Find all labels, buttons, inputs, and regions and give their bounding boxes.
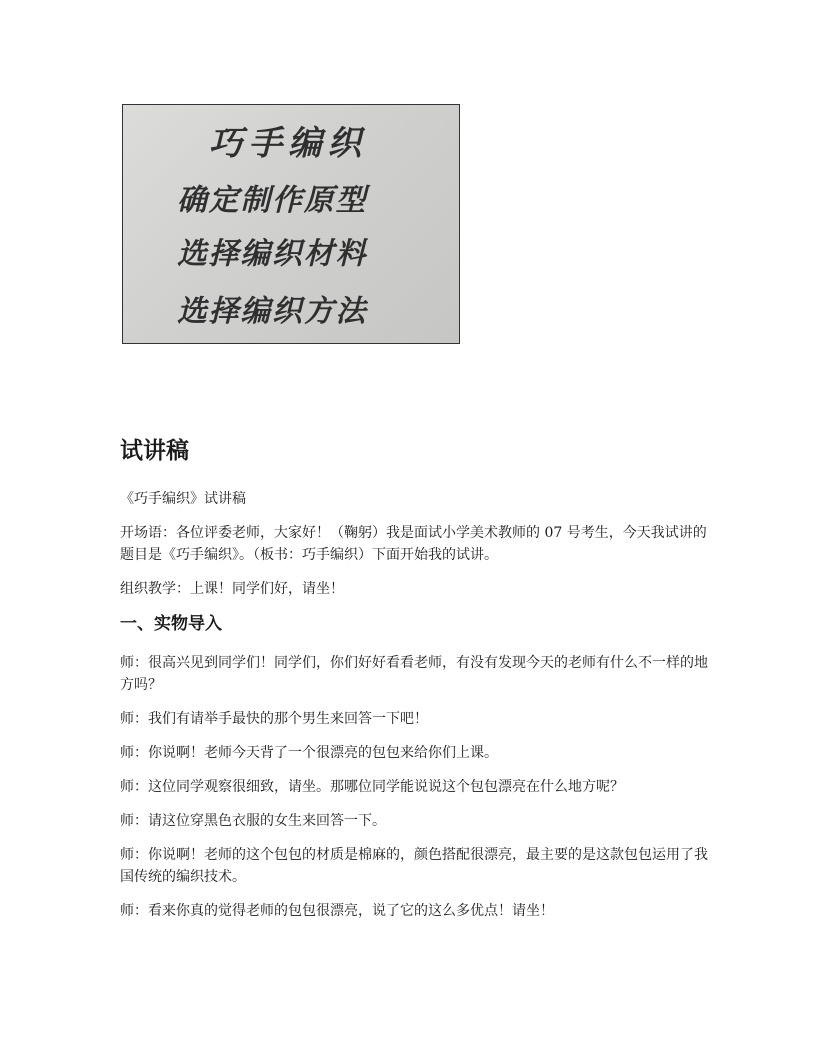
- handwritten-line-3: 选择编织材料: [176, 236, 368, 272]
- document-body: [120, 488, 710, 934]
- subtitle: 《巧手编织》试讲稿: [120, 491, 246, 507]
- dialogue-paragraph: 师：看来你真的觉得老师的包包很漂亮，说了它的这么多优点！请坐！: [120, 903, 554, 919]
- opening-paragraph: 开场语：各位评委老师，大家好！（鞠躬）我是面试小学美术教师的 07 号考生，今天我试讲的题目是《巧手编织》。（板书：巧手编织）下面开始我的试讲。: [120, 525, 707, 563]
- handwritten-line-4: 选择编织方法: [176, 294, 368, 330]
- blackboard-photo: [122, 104, 460, 344]
- dialogue-paragraph: 师：这位同学观察很细致，请坐。那哪位同学能说说这个包包漂亮在什么地方呢？: [120, 779, 624, 795]
- dialogue-paragraph: 师：请这位穿黑色衣服的女生来回答一下。: [120, 813, 386, 829]
- handwritten-line-1: 巧手编织: [208, 122, 368, 163]
- dialogue-paragraph: 师：很高兴见到同学们！同学们，你们好好看看老师，有没有发现今天的老师有什么不一样的地方吗？: [120, 655, 708, 693]
- organize-paragraph: 组织教学：上课！同学们好，请坐！: [120, 581, 344, 597]
- page-title: 试讲稿: [120, 437, 189, 464]
- dialogue-paragraph: 师：你说啊！老师今天背了一个很漂亮的包包来给你们上课。: [120, 745, 498, 761]
- dialogue-paragraph: 师：我们有请举手最快的那个男生来回答一下吧！: [120, 711, 428, 727]
- section-heading: 一、实物导入: [120, 614, 222, 634]
- dialogue-paragraph: 师：你说啊！老师的这个包包的材质是棉麻的，颜色搭配很漂亮，最主要的是这款包包运用了我国传统的编织技术。: [120, 847, 708, 885]
- handwritten-line-2: 确定制作原型: [176, 183, 368, 219]
- handwriting-image: [123, 105, 459, 343]
